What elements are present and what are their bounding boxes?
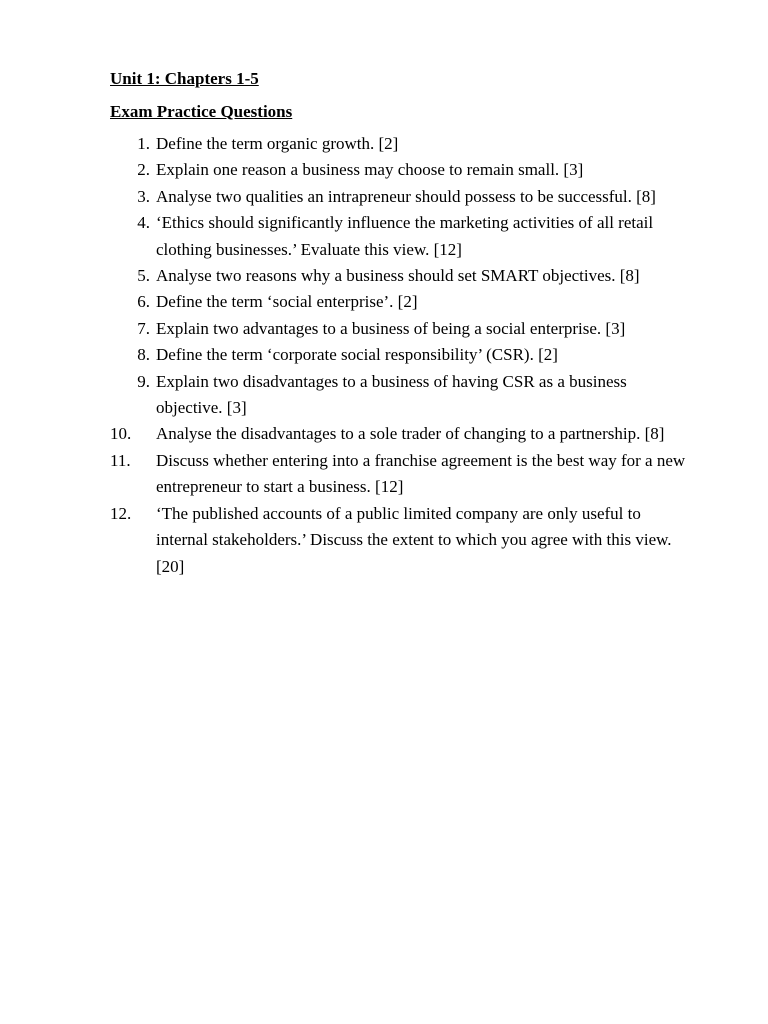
question-number: 7.: [137, 318, 150, 338]
question-item: [110, 342, 690, 368]
question-item: [110, 210, 690, 263]
question-text: Explain one reason a business may choose to remain small. [3]: [156, 160, 584, 180]
question-number: 12.: [110, 503, 132, 523]
question-number: 4.: [137, 213, 150, 233]
question-number: 2.: [137, 160, 150, 180]
question-text: Analyse two qualities an intrapreneur should possess to be successful. [8]: [156, 186, 656, 206]
question-item: [110, 316, 690, 342]
question-text: Discuss whether entering into a franchise agreement is the best way for a new entrepreneur to start a business. [12]: [156, 450, 686, 497]
question-text: ‘The published accounts of a public limited company are only useful to internal stakeholders.’ Discuss the extent to which you agree with this view. [20]: [156, 503, 672, 576]
question-number: 10.: [110, 424, 132, 444]
question-item: [110, 263, 690, 289]
question-item: [110, 448, 690, 501]
question-text: Explain two disadvantages to a business of having CSR as a business objective. [3]: [156, 371, 627, 418]
question-text: Analyse the disadvantages to a sole trader of changing to a partnership. [8]: [156, 424, 665, 444]
question-text: Define the term organic growth. [2]: [156, 134, 399, 153]
question-item: [110, 184, 690, 210]
question-text: Define the term ‘social enterprise’. [2]: [156, 292, 418, 312]
question-number: 8.: [137, 345, 150, 365]
question-item: [110, 421, 690, 447]
question-text: ‘Ethics should significantly influence the marketing activities of all retail clothing businesses.’ Evaluate this view. [12]: [156, 213, 654, 259]
question-text: Explain two advantages to a business of being a social enterprise. [3]: [156, 318, 626, 338]
question-number: 11.: [110, 450, 131, 470]
question-item: [110, 131, 690, 157]
question-number: 1.: [137, 134, 150, 153]
question-number: 6.: [137, 292, 150, 312]
section-heading: Exam Practice Questions: [110, 102, 293, 121]
question-item: [110, 157, 690, 183]
document-page: [110, 66, 700, 580]
question-number: 3.: [137, 186, 150, 206]
question-text: Define the term ‘corporate social responsibility’ (CSR). [2]: [156, 345, 558, 365]
question-item: [110, 369, 690, 422]
unit-heading: Unit 1: Chapters 1-5: [110, 69, 259, 88]
question-item: [110, 289, 690, 315]
question-text: Analyse two reasons why a business should set SMART objectives. [8]: [156, 266, 640, 286]
question-number: 9.: [137, 371, 150, 391]
question-list: [110, 131, 700, 580]
question-item: [110, 501, 690, 580]
question-number: 5.: [137, 266, 150, 286]
